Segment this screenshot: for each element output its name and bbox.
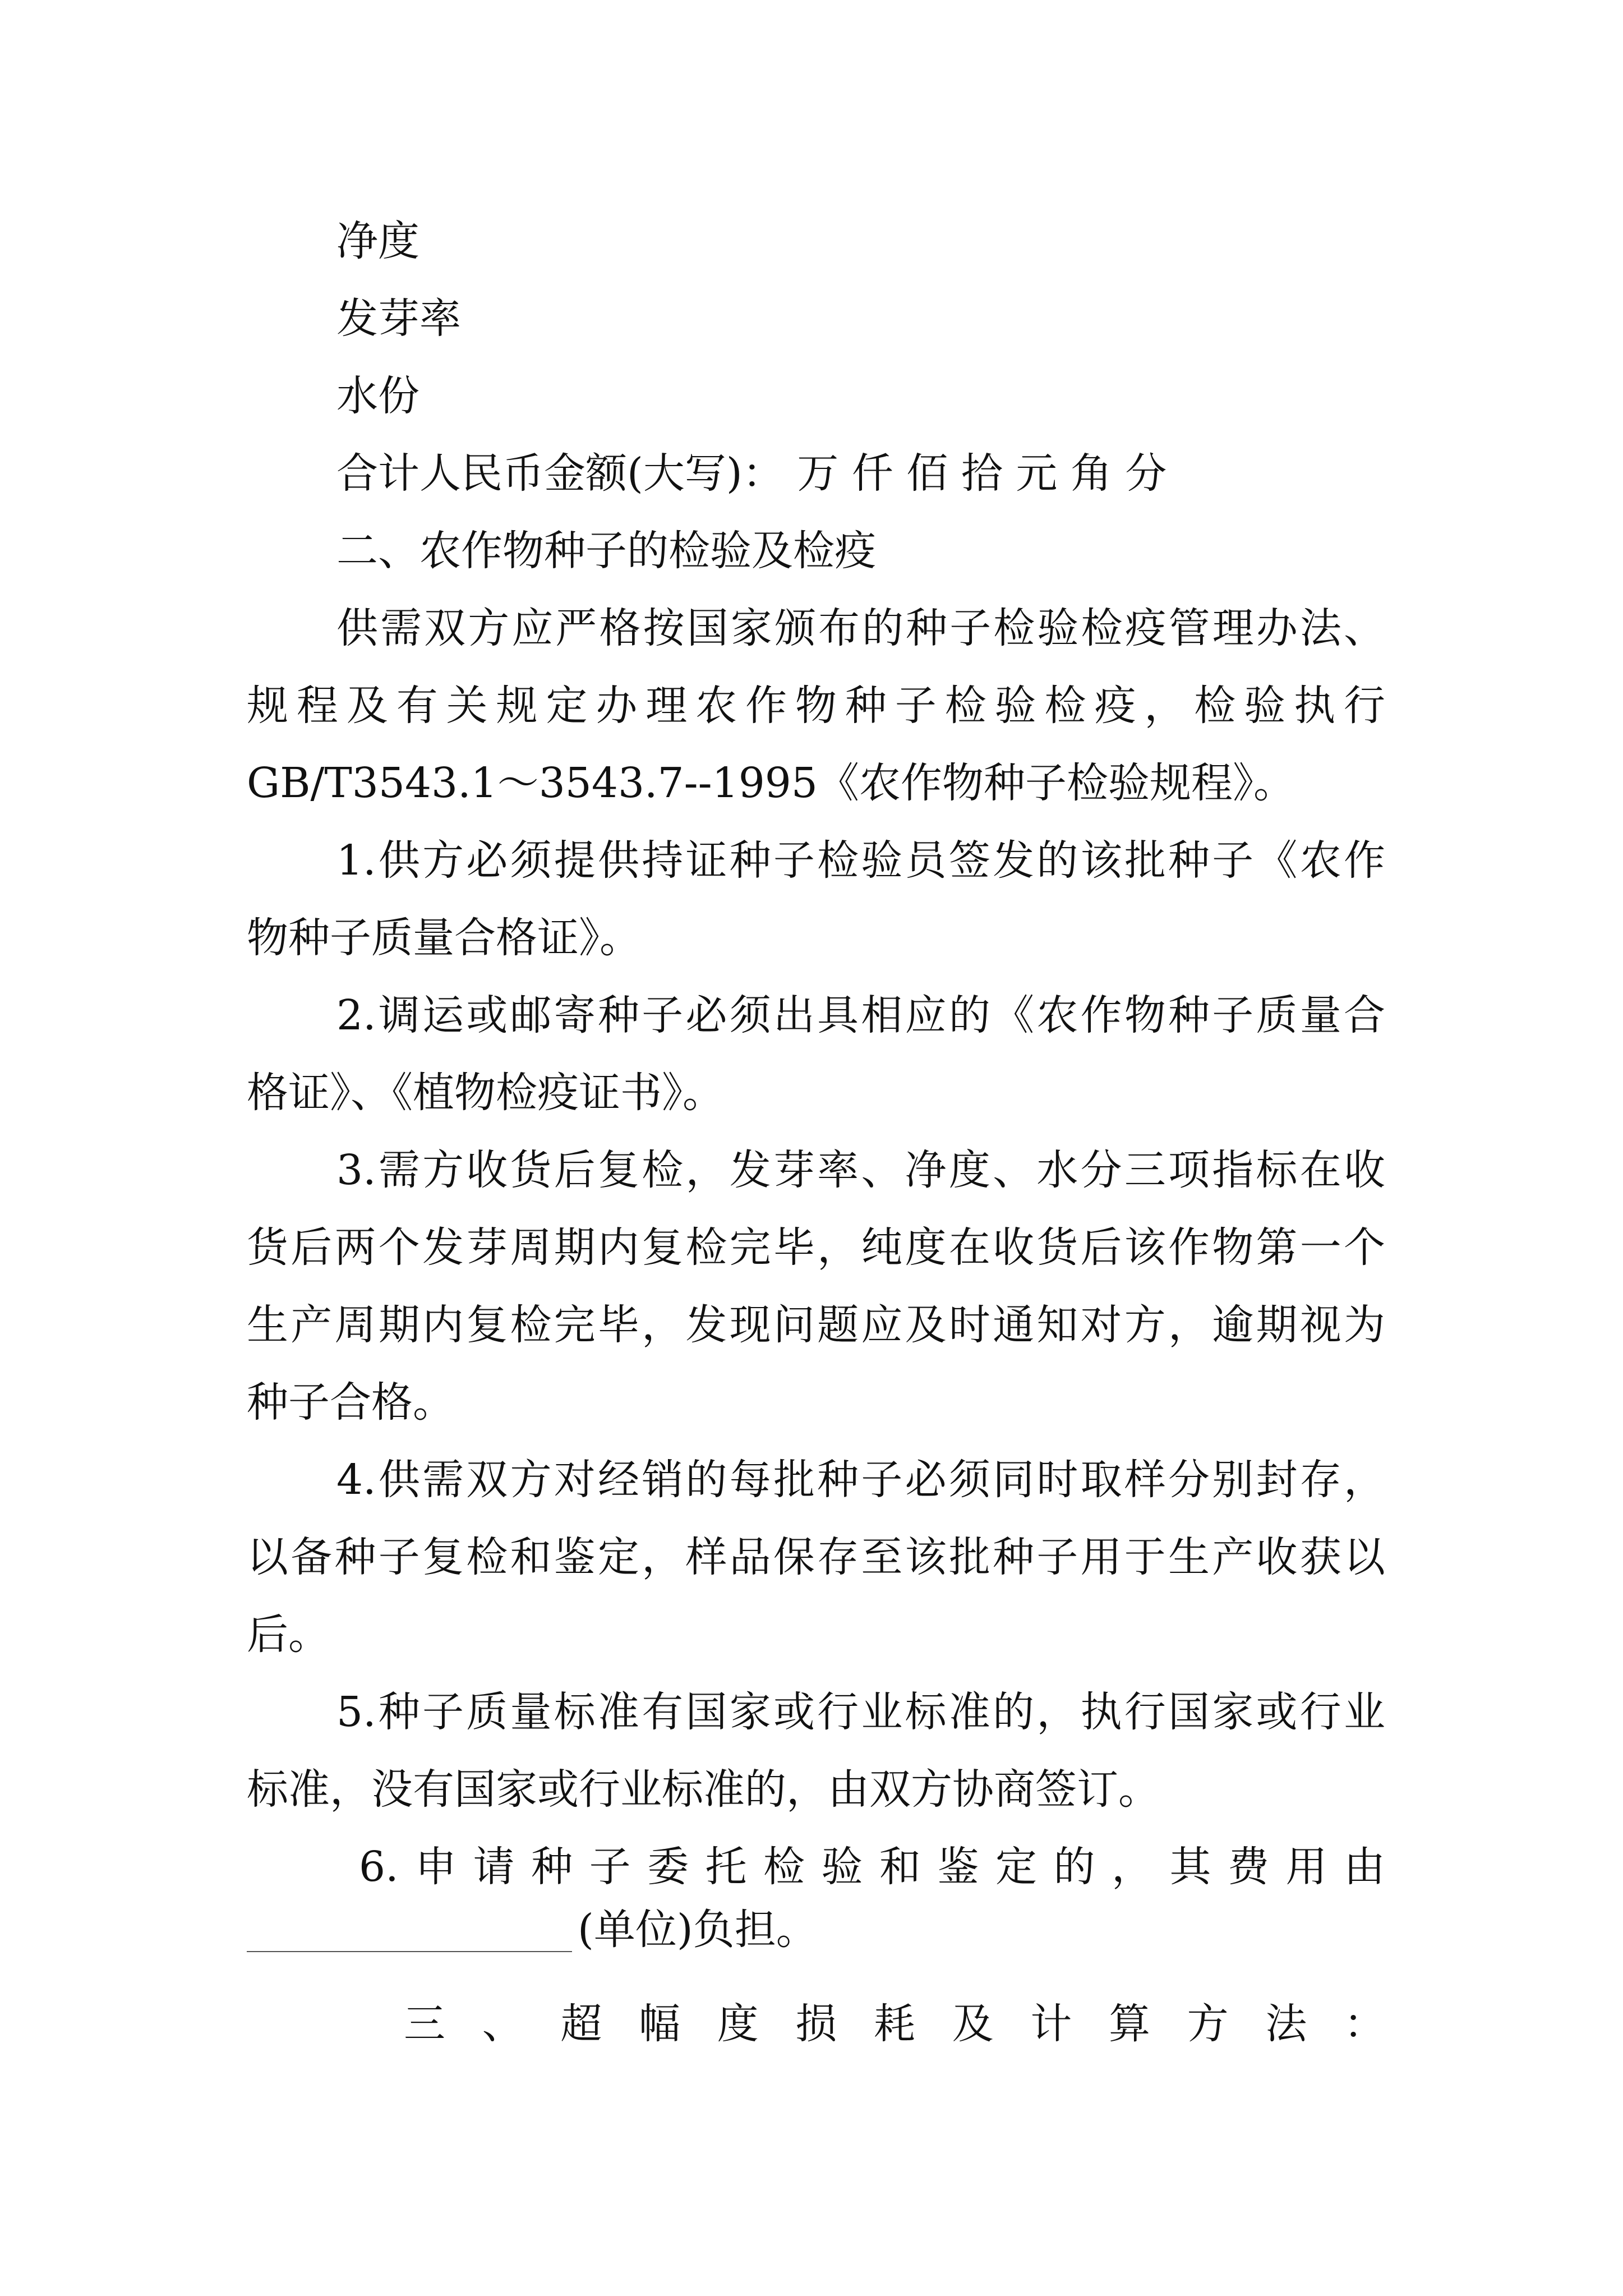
item-purity: 净度 [336, 217, 419, 265]
section2-intro-line: 规程及有关规定办理农作物种子检验检疫，检验执行 [247, 682, 1385, 730]
clause-4-line: 后。 [247, 1611, 330, 1659]
section3-heading: 三、超幅度损耗及计算方法： [404, 2000, 1385, 2048]
section2-intro-line: 供需双方应严格按国家颁布的种子检验检疫管理办法、 [336, 604, 1385, 652]
clause-1-line: 物种子质量合格证》。 [247, 914, 641, 962]
item-total-amount: 合计人民币金额(大写)： 万 仟 佰 拾 元 角 分 [336, 449, 1167, 498]
clause-5-line: 5.种子质量标准有国家或行业标准的，执行国家或行业 [336, 1688, 1385, 1736]
clause-3-line: 种子合格。 [247, 1378, 454, 1427]
section2-heading: 二、农作物种子的检验及检疫 [336, 527, 876, 575]
clause-6-line: (单位)负担。 [578, 1906, 818, 1954]
clause-1-line: 1.供方必须提供持证种子检验员签发的该批种子《农作 [336, 836, 1385, 885]
clause-4-line: 4.供需双方对经销的每批种子必须同时取样分别封存， [336, 1456, 1385, 1504]
clause-2-line: 2.调运或邮寄种子必须出具相应的《农作物种子质量合 [336, 991, 1385, 1039]
clause-6-line: 6.申请种子委托检验和鉴定的，其费用由 [359, 1843, 1385, 1891]
clause-2-line: 格证》、《植物检疫证书》。 [247, 1069, 724, 1117]
clause-4-line: 以备种子复检和鉴定，样品保存至该批种子用于生产收获以 [247, 1533, 1385, 1581]
section2-intro-line: GB/T3543.1～3543.7--1995《农作物种子检验规程》。 [247, 759, 1295, 807]
fill-in-blank-underline [247, 1951, 572, 1952]
clause-5-line: 标准，没有国家或行业标准的，由双方协商签订。 [247, 1765, 1160, 1814]
clause-3-line: 3.需方收货后复检，发芽率、净度、水分三项指标在收 [336, 1146, 1385, 1194]
item-moisture: 水份 [336, 372, 419, 420]
clause-3-line: 生产周期内复检完毕，发现问题应及时通知对方，逾期视为 [247, 1301, 1385, 1349]
item-germination: 发芽率 [336, 295, 461, 343]
clause-3-line: 货后两个发芽周期内复检完毕，纯度在收货后该作物第一个 [247, 1223, 1385, 1272]
